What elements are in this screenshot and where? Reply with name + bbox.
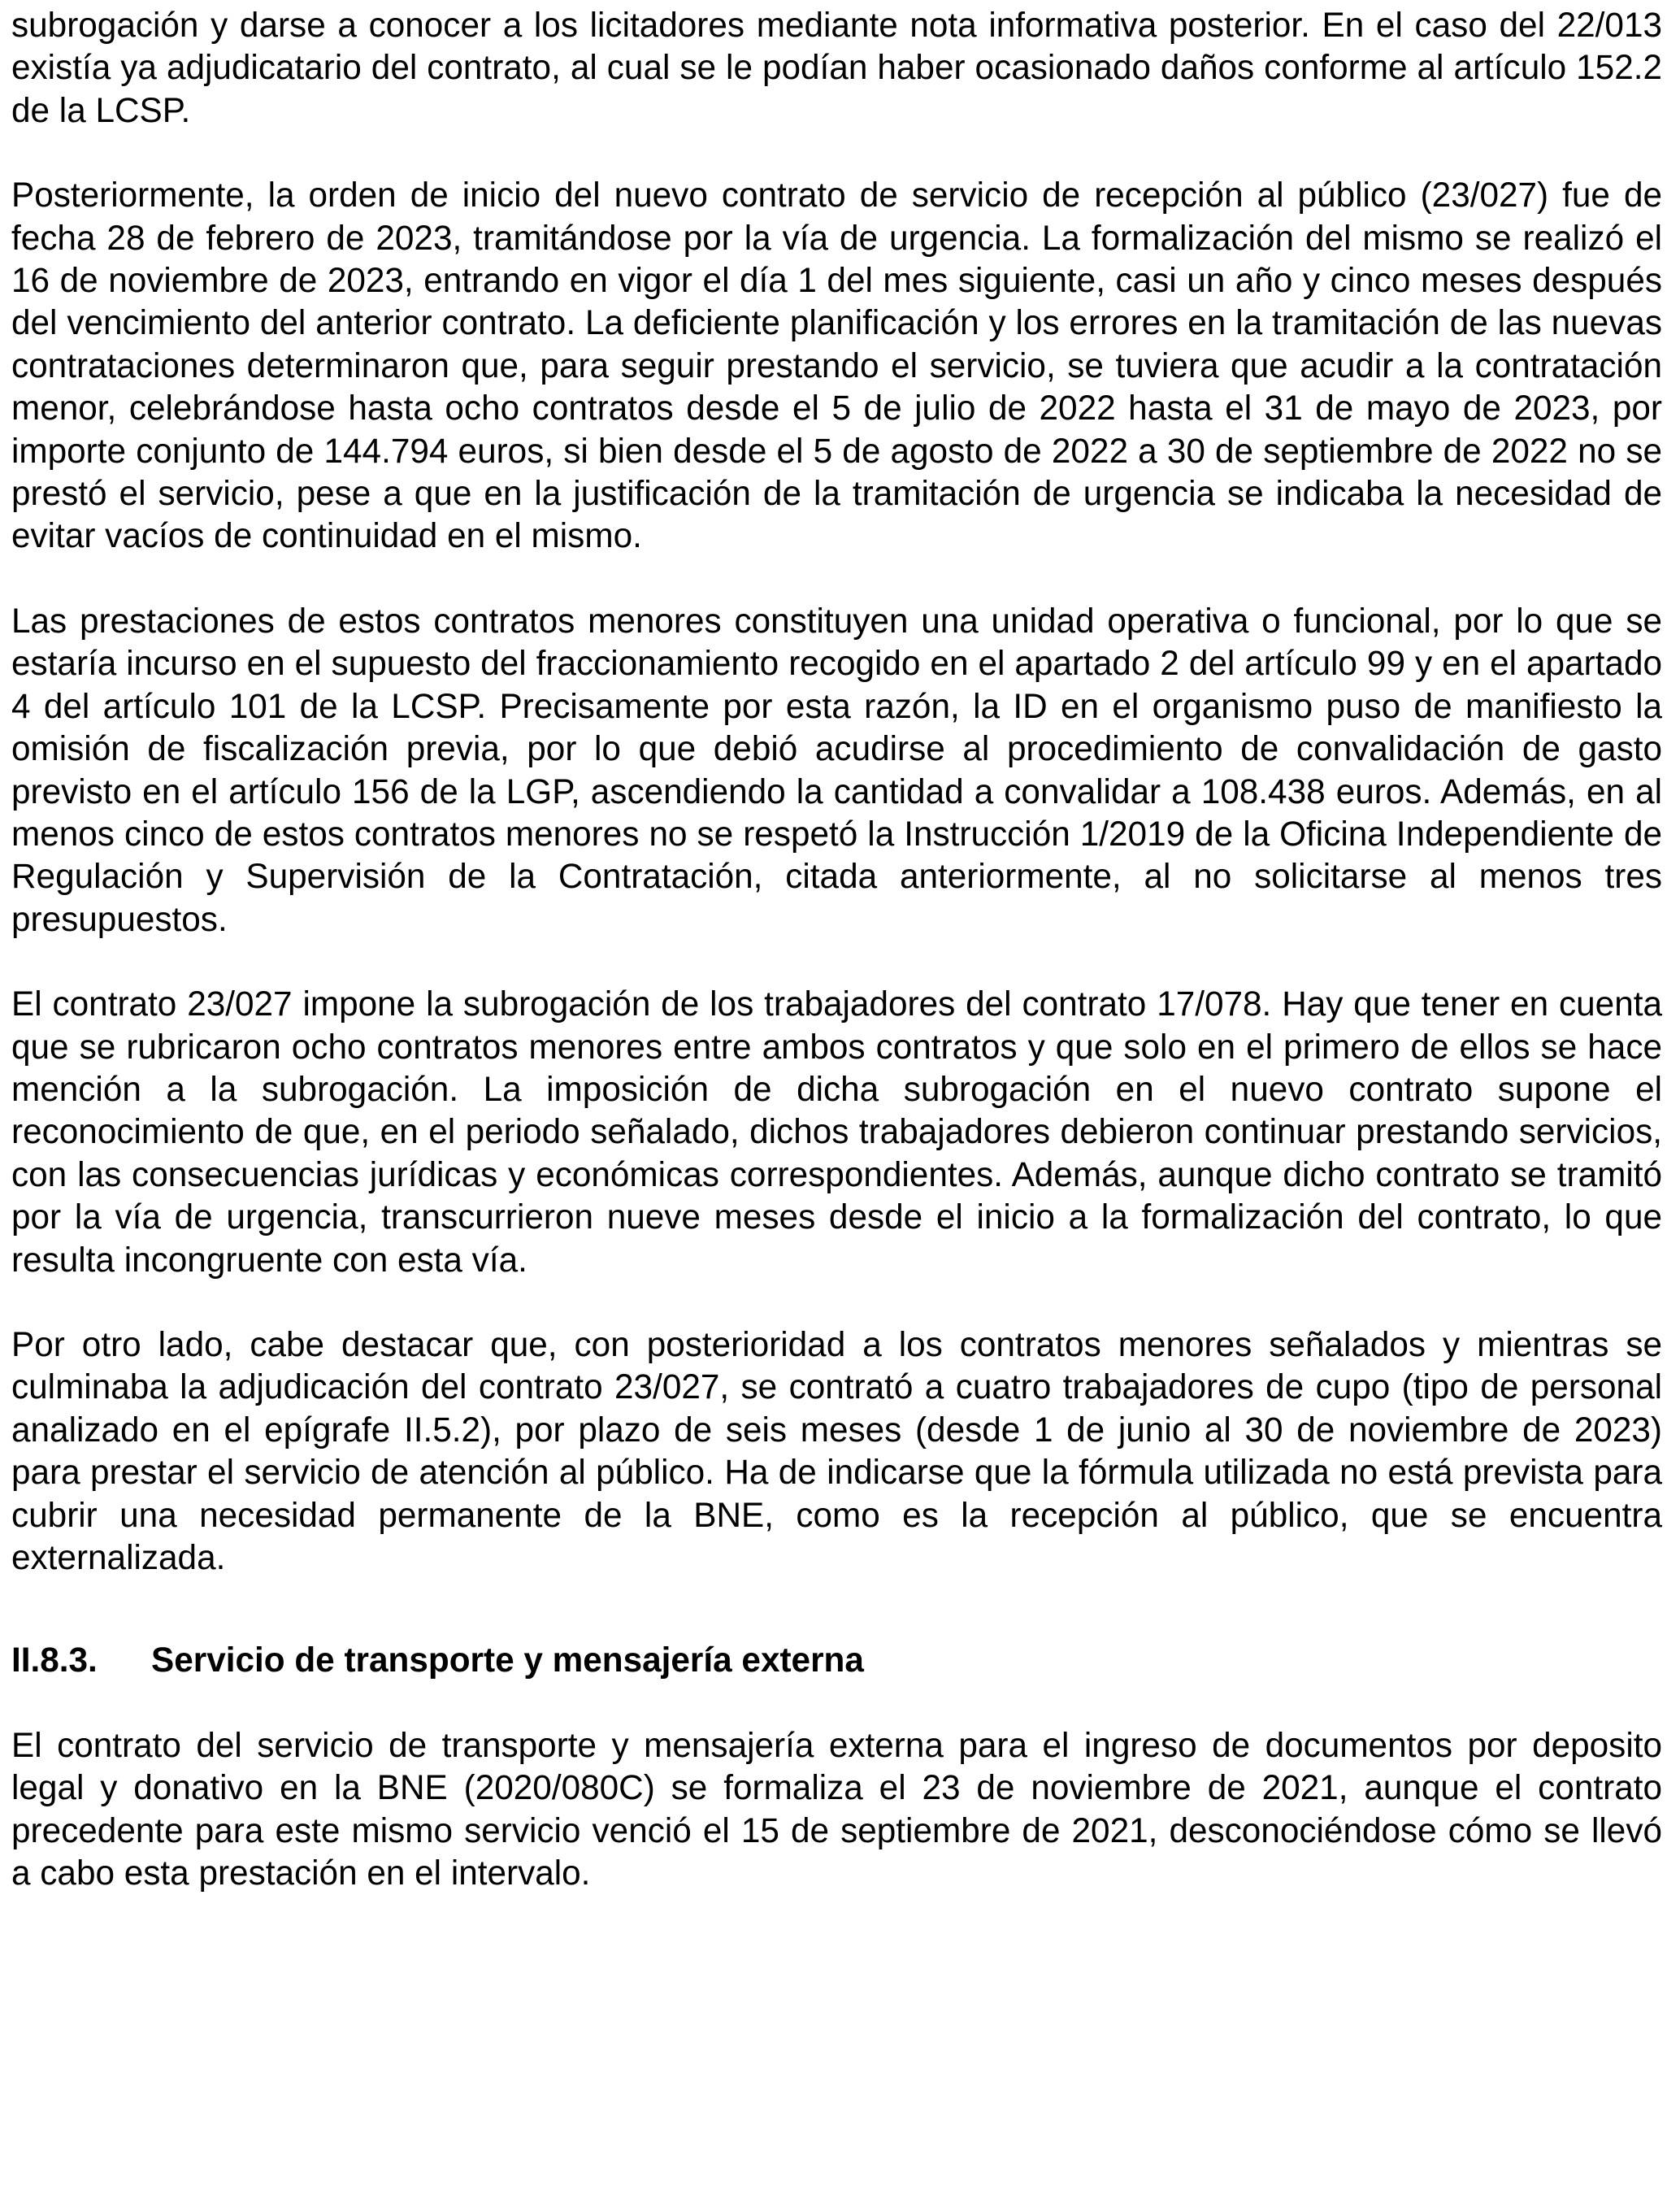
paragraph-subrogacion-licitadores: subrogación y darse a conocer a los licitadores mediante nota informativa posterior. En el caso del 22/013 existía ya adjudicatario del contrato, al cual se le podían haber ocasionado daños conforme al artículo 152.2 de la LCSP. xyxy=(11,6,1662,129)
paragraph-transporte-mensajeria: El contrato del servicio de transporte y mensajería externa para el ingreso de documentos por deposito legal y donativo en la BNE (2020/080C) se formaliza el 23 de noviembre de 2021, aunque el contrato precedente para este mismo servicio venció el 15 de septiembre de 2021, desconociéndose cómo se llevó a cabo esta prestación en el intervalo. xyxy=(11,1725,1662,1893)
paragraph-prestaciones-contratos-menores: Las prestaciones de estos contratos menores constituyen una unidad operativa o funcional, por lo que se estaría incurso en el supuesto del fraccionamiento recogido en el apartado 2 del artículo 99 y en el apartado 4 del artículo 101 de la LCSP. Precisamente por esta razón, la ID en el organismo puso de manifiesto la omisión de fiscalización previa, por lo que debió acudirse al procedimiento de convalidación de gasto previsto en el artículo 156 de la LGP, ascendiendo la cantidad a convalidar a 108.438 euros. Además, en al menos cinco de estos contratos menores no se respetó la Instrucción 1/2019 de la Oficina Independiente de Regulación y Supervisión de la Contratación, citada anteriormente, al no solicitarse al menos tres presupuestos. xyxy=(11,601,1662,938)
section-heading xyxy=(11,1639,1662,1681)
section-heading-number: II.8.3. xyxy=(11,1641,98,1680)
section-heading-title: Servicio de transporte y mensajería externa xyxy=(151,1641,864,1680)
paragraph-orden-inicio-contrato: Posteriormente, la orden de inicio del nuevo contrato de servicio de recepción al público (23/027) fue de fecha 28 de febrero de 2023, tramitándose por la vía de urgencia. La formalización del mismo se realizó el 16 de noviembre de 2023, entrando en vigor el día 1 del mes siguiente, casi un año y cinco meses después del vencimiento del anterior contrato. La deficiente planificación y los errores en la tramitación de las nuevas contrataciones determinaron que, para seguir prestando el servicio, se tuviera que acudir a la contratación menor, celebrándose hasta ocho contratos desde el 5 de julio de 2022 hasta el 31 de mayo de 2023, por importe conjunto de 144.794 euros, si bien desde el 5 de agosto de 2022 a 30 de septiembre de 2022 no se prestó el servicio, pese a que en la justificación de la tramitación de urgencia se indicaba la necesidad de evitar vacíos de continuidad en el mismo. xyxy=(11,176,1662,555)
paragraph-contrato-subrogacion-trabajadores: El contrato 23/027 impone la subrogación de los trabajadores del contrato 17/078. Hay que tener en cuenta que se rubricaron ocho contratos menores entre ambos contratos y que solo en el primero de ellos se hace mención a la subrogación. La imposición de dicha subrogación en el nuevo contrato supone el reconocimiento de que, en el periodo señalado, dichos trabajadores debieron continuar prestando servicios, con las consecuencias jurídicas y económicas correspondientes. Además, aunque dicho contrato se tramitó por la vía de urgencia, transcurrieron nueve meses desde el inicio a la formalización del contrato, lo que resulta incongruente con esta vía. xyxy=(11,984,1662,1279)
paragraph-trabajadores-cupo: Por otro lado, cabe destacar que, con posterioridad a los contratos menores señalados y mientras se culminaba la adjudicación del contrato 23/027, se contrató a cuatro trabajadores de cupo (tipo de personal analizado en el epígrafe II.5.2), por plazo de seis meses (desde 1 de junio al 30 de noviembre de 2023) para prestar el servicio de atención al público. Ha de indicarse que la fórmula utilizada no está prevista para cubrir una necesidad permanente de la BNE, como es la recepción al público, que se encuentra externalizada. xyxy=(11,1324,1662,1576)
